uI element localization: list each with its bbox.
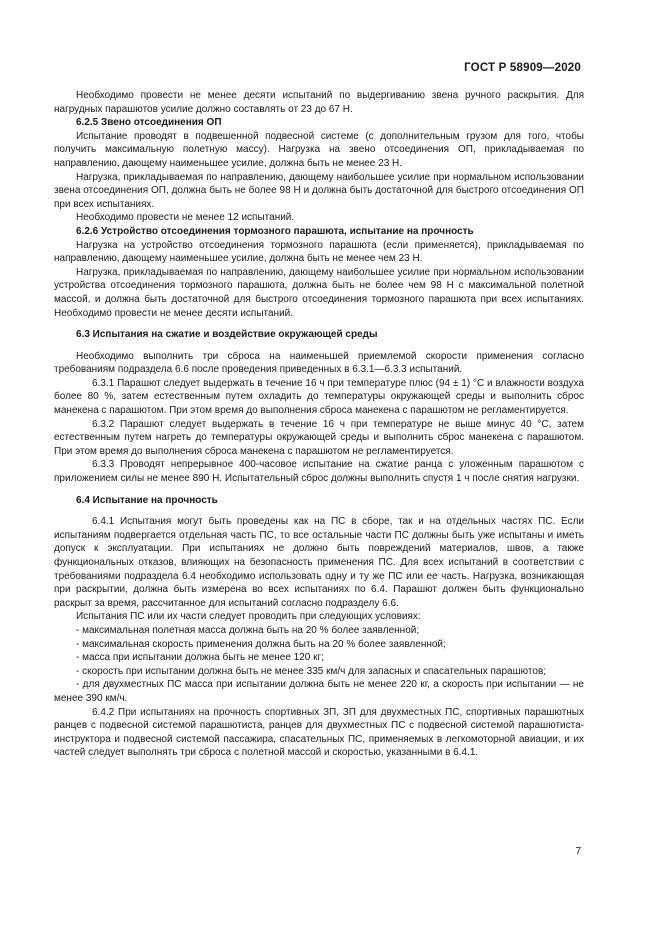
clause-paragraph: 6.3.3 Проводят непрерывное 400-часовое испытание на сжатие ранца с уложенным парашютом с приложением силы не менее 890 Н. Испытательный сброс должны выполнить спустя 1 ч после снятия нагрузки. (54, 459, 584, 485)
document-code: ГОСТ Р 58909—2020 (464, 62, 581, 74)
paragraph: Нагрузка, прикладываемая по направлению, дающему наибольшее усилие при нормальном использовании звена отсоединения ОП, должна быть не более 98 Н и должна быть достаточной для быстрого отсоединения ОП при всех испытаниях. (54, 171, 584, 210)
paragraph: Нагрузка, прикладываемая по направлению, дающему наибольшее усилие при нормальном использовании устройства отсоединения тормозного парашюта, должна быть не более чем 98 Н с максимальной полетной массой, и должна быть достаточной для быстрого отсоединения тормозного парашюта при всех испытаниях. Необходимо провести не менее десяти испытаний. (54, 266, 584, 319)
clause-paragraph: 6.4.1 Испытания могут быть проведены как на ПС в сборе, так и на отдельных частях ПС. Если испытаниям подвергается отдельная часть ПС, то все остальные части ПС должны быть уже испытаны и иметь допуск к эксплуатации. При испытаниях не должно быть повреждений материалов, швов, а также функциональных отказов, влияющих на безопасность применения ПС. Для всех испытаний в соответствии с требованиями подраздела 6.4 необходимо использовать одну и ту же ПС или ее часть. Нагрузка, возникающая при раскрытии, должна быть измерена во всех испытаниях по 6.4. Парашют должен быть функционально раскрыт за время, рассчитанное для испытаний согласно подразделу 6.6. (54, 516, 584, 609)
clause-paragraph: 6.3.2 Парашют следует выдержать в течение 16 ч при температуре не выше минус 40 °С, затем естественным путем нагреть до температуры окружающей среды и выполнить сброс манекена с парашютом. При этом время до выполнения сброса манекена с парашютом не регламентируется. (54, 418, 584, 457)
subsection-heading: 6.2.6 Устройство отсоединения тормозного парашюта, испытание на прочность (76, 225, 474, 237)
clause-paragraph: 6.3.1 Парашют следует выдержать в течение 16 ч при температуре плюс (94 ± 1) °С и влажности воздуха более 80 %, затем естественным путем охладить до температуры окружающей среды и выполнить сброс манекена с парашютом. При этом время до выполнения сброса манекена с парашютом не регламентируется. (54, 377, 584, 417)
document-body (54, 89, 584, 760)
clause-paragraph: 6.4.2 При испытаниях на прочность спортивных ЗП, ЗП для двухместных ПС, спортивных парашютных ранцев с подвесной системой парашютиста, ранцев для двухместных ПС с подвесной системой парашютиста-инструктора и подвесной системой пассажира, спасательных ПС, применяемых в легкомоторной авиации, и их частей следует выполнять три сброса с полетной массой и скоростью, указанными в 6.4.1. (54, 706, 584, 759)
list-item: - скорость при испытании должна быть не менее 335 км/ч для запасных и спасательных парашютов; (76, 665, 547, 677)
page-number: 7 (575, 846, 581, 857)
section-heading: 6.4 Испытание на прочность (76, 494, 218, 506)
paragraph: Нагрузка на устройство отсоединения тормозного парашюта (если применяется), прикладываемая по направлению, дающему наименьшее усилие, должна быть не менее чем 23 Н. (54, 239, 584, 265)
list-item: - масса при испытании должна быть не менее 120 кг; (76, 652, 324, 664)
paragraph: Необходимо выполнить три сброса на наименьшей приемлемой скорости применения согласно требованиям подраздела 6.6 после проведения приведенных в 6.3.1—6.3.3 испытаний. (54, 350, 584, 376)
paragraph: Необходимо провести не менее десяти испытаний по выдергиванию звена ручного раскрытия. Для нагрудных парашютов усилие должно составлять от 23 до 67 Н. (54, 90, 584, 115)
list-item: - максимальная полетная масса должна быть на 20 % более заявленной; (76, 624, 420, 636)
paragraph: Необходимо провести не менее 12 испытаний. (76, 212, 295, 224)
section-heading: 6.3 Испытания на сжатие и воздействие окружающей среды (76, 329, 378, 341)
list-item: - максимальная скорость применения должна быть на 20 % более заявленной; (76, 638, 446, 650)
subsection-heading: 6.2.5 Звено отсоединения ОП (76, 117, 222, 129)
paragraph: Испытания ПС или их части следует проводить при следующих условиях: (76, 611, 421, 623)
paragraph: Испытание проводят в подвешенной подвесной системе (с дополнительным грузом для того, чтобы получить максимальную полетную массу). Нагрузка на звено отсоединения ОП, прикладываемая по направлению, дающему наименьшее усилие, должна быть не менее 23 Н. (54, 130, 584, 169)
list-item: - для двухместных ПС масса при испытании должна быть не менее 220 кг, а скорость при испытании — не менее 390 км/ч. (54, 679, 584, 704)
